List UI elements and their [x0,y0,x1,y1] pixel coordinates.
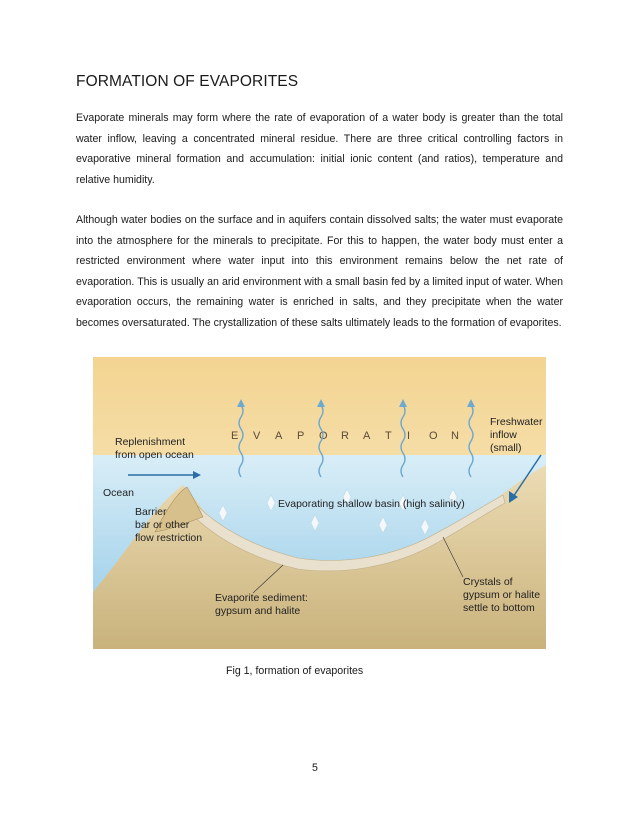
barrier-label: Barrier bar or other flow restriction [135,506,203,544]
crystals-label: Crystals of gypsum or halite settle to bottom [463,576,541,614]
evaporite-diagram [93,357,546,649]
page-number: 5 [312,762,318,774]
ocean-label: Ocean [103,487,134,499]
section-heading: FORMATION OF EVAPORITES [76,73,299,90]
letter: A [363,430,371,442]
letter: O [429,430,438,442]
paragraph-2: Although water bodies on the surface and in aquifers contain dissolved salts; the water must evaporate into the atmosphere for the minerals to precipitate. For this to happen, the water body must enter a restricted environment where water input into this environment remains below the net rate of evaporation. This is usually an arid environment with a small basin fed by a limited input of water. When evaporation occurs, the remaining water is enriched in salts, and they precipitate when the water becomes oversaturated. The crystallization of these salts ultimately leads to the formation of evaporites. [76,214,563,329]
letter: V [253,430,261,442]
letter: A [275,430,283,442]
freshwater-label: Freshwater inflow (small) [490,416,543,454]
basin-label: Evaporating shallow basin (high salinity) [278,498,465,510]
sediment-label: Evaporite sediment: gypsum and halite [215,592,308,617]
letter: P [297,430,305,442]
letter: T [385,430,392,442]
letter: N [451,430,459,442]
paragraph-1: Evaporate minerals may form where the rate of evaporation of a water body is greater than the total water inflow, leaving a concentrated mineral residue. There are three critical controlling factors in evaporative mineral formation and accumulation: initial ionic content (and ratios), temperature and relative humidity. [76,112,563,186]
letter: E [231,430,239,442]
letter: O [319,430,328,442]
replenishment-label: Replenishment from open ocean [115,436,194,461]
letter: I [407,430,411,442]
figure-caption: Fig 1, formation of evaporites [226,665,364,677]
letter: R [341,430,349,442]
